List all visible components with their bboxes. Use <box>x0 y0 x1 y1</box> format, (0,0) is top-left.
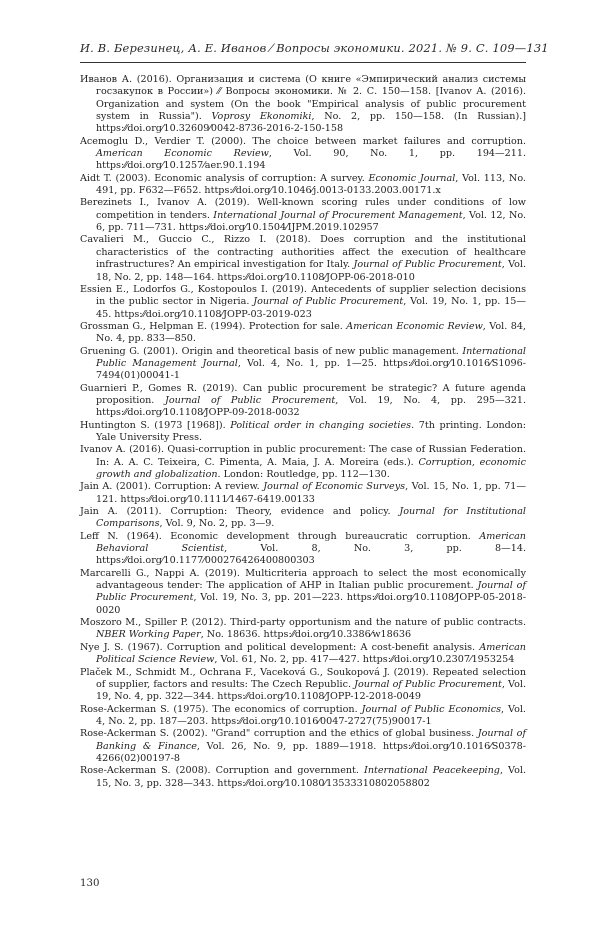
reference-text: . London: Routledge, pp. 112—130. <box>217 469 390 480</box>
reference-source: American Economic Review <box>96 148 269 160</box>
reference-text: . 7th printing. London: Yale University Press. <box>96 419 526 443</box>
reference-text: Guarnieri P., Gomes R. (2019). Can public procurement be strategic? A future agenda proposition. <box>80 382 526 406</box>
reference-text: Essien E., Lodorfos G., Kostopoulos I. (2019). Antecedents of supplier selection decisions in the public sector in Nigeria. <box>80 283 526 308</box>
reference-entry <box>80 531 526 568</box>
reference-text: , Vol. 9, No. 2, pp. 3—9. <box>159 518 275 530</box>
reference-entry <box>80 704 526 729</box>
reference-text: Jain A. (2011). Corruption: Theory, evidence and policy. <box>80 506 400 518</box>
reference-source: Journal of Public Procurement <box>353 259 502 271</box>
header-divider <box>80 62 526 63</box>
reference-source: Journal of Public Economics <box>361 703 502 715</box>
reference-text: Acemoglu D., Verdier T. (2000). The choice between market failures and corruption. <box>80 135 526 147</box>
reference-text: Rose-Ackerman S. (1975). The economics of corruption. <box>80 703 362 715</box>
reference-text: Иванов А. (2016). Организация и система (О книге «Эмпирический анализ системы госзакупок в России») ⁄⁄ Вопросы экономики. № 2. С. 150—158. [Ivanov A. (2016). Organization and system (On the book "Empirical analysis of public procurement system in Russia"). <box>80 74 526 123</box>
reference-text: , No. 18636. https:⁄⁄doi.org⁄10.3386⁄w18636 <box>200 629 412 641</box>
reference-source: Corruption, economic growth and globalization <box>96 456 526 480</box>
reference-text: , Vol. 84, No. 4, pp. 833—850. <box>96 320 526 345</box>
reference-text: Moszoro M., Spiller P. (2012). Third-party opportunism and the nature of public contracts. <box>80 617 526 629</box>
reference-source: Journal of Public Procurement <box>164 394 336 406</box>
reference-text: Huntington S. (1973 [1968]). <box>80 419 231 431</box>
reference-entry <box>80 346 526 383</box>
reference-text: , Vol. 12, No. 6, pp. 711—731. https:⁄⁄doi.org⁄10.1504⁄IJPM.2019.102957 <box>96 209 526 234</box>
reference-text: Grossman G., Helpman E. (1994). Protection for sale. <box>80 320 347 332</box>
reference-entry <box>80 284 526 321</box>
reference-entry <box>80 568 526 617</box>
reference-text: , Vol. 19, No. 4, pp. 295—321. https:⁄⁄doi.org⁄10.1108⁄JOPP-09-2018-0032 <box>96 394 526 419</box>
reference-entry <box>80 197 526 234</box>
reference-source: Political order in changing societies <box>230 419 412 431</box>
reference-text: , Vol. 26, No. 9, pp. 1889—1918. https:⁄⁄doi.org⁄10.1016⁄S0378-4266(02)00197-8 <box>96 740 526 764</box>
reference-list <box>80 74 526 790</box>
reference-source: Voprosy Ekonomiki <box>211 111 312 123</box>
reference-text: Aidt T. (2003). Economic analysis of corruption: A survey. <box>80 172 369 184</box>
reference-text: Rose-Ackerman S. (2002). "Grand" corruption and the ethics of global business. <box>80 728 478 740</box>
reference-entry <box>80 444 526 481</box>
reference-text: Berezinets I., Ivanov A. (2019). Well-known scoring rules under conditions of low competition in tenders. <box>80 197 526 221</box>
reference-text: Ivanov A. (2016). Quasi-corruption in public procurement: The case of Russian Federation. In: A. A. C. Teixeira, C. Pimenta, A. Maia, J. A. Moreira (eds.). <box>80 444 526 468</box>
reference-source: NBER Working Paper <box>96 629 201 641</box>
reference-entry <box>80 173 526 198</box>
reference-source: Journal of Economic Surveys <box>263 481 406 493</box>
reference-source: International Public Management Journal <box>96 345 526 369</box>
reference-text: , Vol. 8, No. 3, pp. 8—14. https:⁄⁄doi.org⁄10.1177⁄000276426400800303 <box>96 543 526 567</box>
reference-source: American Political Science Review <box>96 641 526 666</box>
reference-entry <box>80 642 526 667</box>
reference-entry <box>80 321 526 346</box>
reference-source: Journal of Banking & Finance <box>96 728 526 752</box>
reference-source: Journal of Public Procurement <box>96 580 526 604</box>
reference-source: Journal of Public Procurement <box>354 678 502 690</box>
reference-text: , Vol. 4, No. 1, pp. 1—25. https:⁄⁄doi.org⁄10.1016⁄S1096-7494(01)00041-1 <box>96 357 526 382</box>
reference-entry <box>80 728 526 765</box>
reference-entry <box>80 667 526 704</box>
reference-source: International Journal of Procurement Management <box>213 209 463 221</box>
reference-source: Journal for Institutional Comparisons <box>96 506 527 530</box>
reference-text: , Vol. 90, No. 1, pp. 194—211. https:⁄⁄doi.org⁄10.1257⁄aer.90.1.194 <box>96 148 526 172</box>
reference-source: American Behavioral Scientist <box>96 530 526 555</box>
reference-text: , Vol. 15, No. 3, pp. 328—343. https:⁄⁄doi.org⁄10.1080⁄13533310802058802 <box>96 765 526 789</box>
reference-entry <box>80 383 526 420</box>
reference-entry <box>80 765 526 790</box>
reference-entry <box>80 481 526 506</box>
page-number: 130 <box>80 878 100 889</box>
reference-source: American Economic Review <box>346 320 483 332</box>
reference-text: , Vol. 15, No. 1, pp. 71—121. https:⁄⁄doi.org⁄10.1111⁄1467-6419.00133 <box>96 481 526 505</box>
running-head: И. В. Березинец, А. Е. Иванов ⁄ Вопросы экономики. 2021. № 9. С. 109—131 <box>80 41 549 55</box>
reference-text: Leff N. (1964). Economic development through bureaucratic corruption. <box>80 530 480 542</box>
reference-text: , No. 2, pp. 150—158. (In Russian).] https:⁄⁄doi.org⁄10.32609⁄0042-8736-2016-2-150-158 <box>96 111 526 135</box>
reference-text: , Vol. 61, No. 2, pp. 417—427. https:⁄⁄doi.org⁄10.2307⁄1953254 <box>214 654 515 666</box>
reference-text: Plaček M., Schmidt M., Ochrana F., Vaceková G., Soukopová J. (2019). Repeated selection of supplier, factors and results: The Czech Republic. <box>80 666 526 690</box>
reference-text: , Vol. 18, No. 2, pp. 148—164. https:⁄⁄doi.org⁄10.1108⁄JOPP-06-2018-010 <box>96 259 527 283</box>
reference-text: Nye J. S. (1967). Corruption and political development: A cost-benefit analysis. <box>80 641 480 653</box>
reference-source: Economic Journal <box>368 172 456 184</box>
reference-entry <box>80 234 526 283</box>
reference-source: International Peacekeeping <box>364 765 500 777</box>
reference-entry <box>80 420 526 445</box>
reference-source: Journal of Public Procurement <box>253 296 404 308</box>
reference-text: , Vol. 19, No. 4, pp. 322—344. https:⁄⁄doi.org⁄10.1108⁄JOPP-12-2018-0049 <box>96 678 526 703</box>
reference-text: Jain A. (2001). Corruption: A review. <box>80 481 264 493</box>
reference-text: Cavalieri M., Guccio C., Rizzo I. (2018). Does corruption and the institutional characteristics of the contracting authorities affect the execution of healthcare infrastructures? An empirical investigation for Italy. <box>80 234 526 271</box>
reference-text: , Vol. 4, No. 2, pp. 187—203. https:⁄⁄doi.org⁄10.1016⁄0047-2727(75)90017-1 <box>96 703 526 727</box>
reference-text: , Vol. 19, No. 1, pp. 15—45. https:⁄⁄doi.org⁄10.1108⁄JOPP-03-2019-023 <box>96 296 527 320</box>
reference-text: , Vol. 113, No. 491, pp. F632—F652. https:⁄⁄doi.org⁄10.1046⁄j.0013-0133.2003.00171.x <box>96 172 526 197</box>
reference-entry <box>80 136 526 173</box>
reference-entry <box>80 617 526 642</box>
reference-text: Marcarelli G., Nappi A. (2019). Multicriteria approach to select the most economically advantageous tender: The application of AHP in Italian public procurement. <box>80 567 526 592</box>
reference-entry <box>80 74 526 136</box>
reference-text: Rose-Ackerman S. (2008). Corruption and government. <box>80 765 365 777</box>
reference-text: Gruening G. (2001). Origin and theoretical basis of new public management. <box>80 345 463 357</box>
reference-entry <box>80 506 526 531</box>
reference-text: , Vol. 19, No. 3, pp. 201—223. https:⁄⁄doi.org⁄10.1108⁄JOPP-05-2018-0020 <box>96 592 526 616</box>
